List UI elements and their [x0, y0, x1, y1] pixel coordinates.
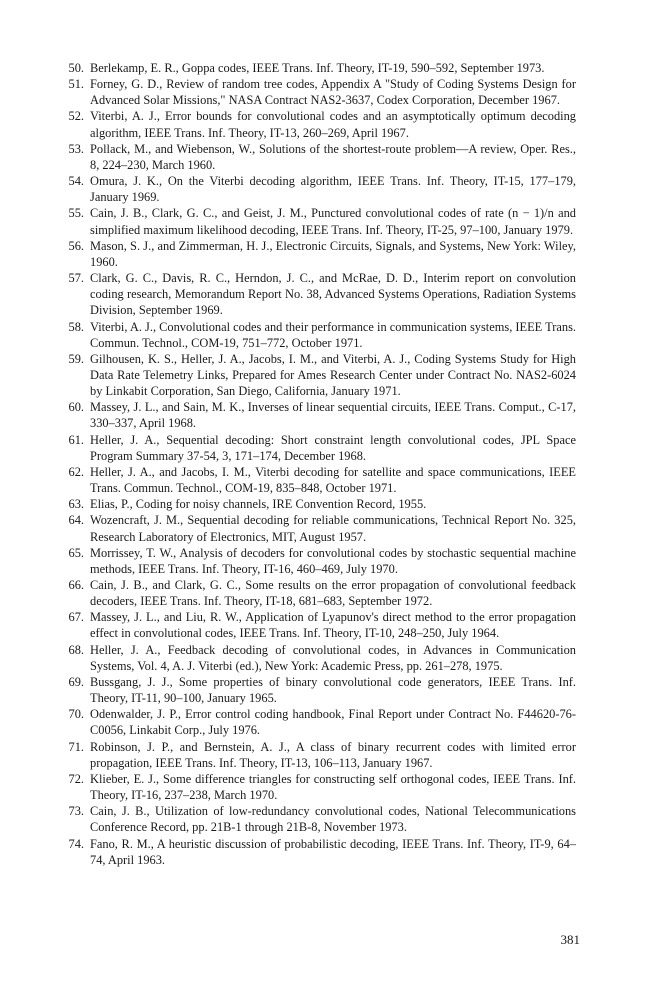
reference-item — [60, 674, 576, 706]
reference-item — [60, 205, 576, 237]
reference-number: 62. — [68, 464, 84, 479]
reference-text: Wozencraft, J. M., Sequential decoding for reliable communications, Technical Report No. 325, Research Laboratory of Electronics, MIT, August 1957. — [90, 513, 576, 544]
reference-text: Mason, S. J., and Zimmerman, H. J., Electronic Circuits, Signals, and Systems, New York: Wiley, 1960. — [90, 238, 576, 269]
reference-number: 71. — [68, 739, 84, 754]
reference-number: 67. — [68, 610, 84, 625]
reference-text: Klieber, E. J., Some difference triangles for constructing self orthogonal codes, IEEE Trans. Inf. Theory, IT-16, 237–238, March 1970. — [90, 771, 576, 803]
reference-number: 51. — [68, 77, 84, 92]
reference-number: 61. — [68, 432, 84, 447]
reference-number: 66. — [68, 578, 84, 592]
reference-item — [60, 432, 576, 464]
reference-number: 59. — [68, 351, 84, 366]
reference-item — [60, 399, 576, 431]
reference-text: Clark, G. C., Davis, R. C., Herndon, J. C., and McRae, D. D., Interim report on convolution coding research, Memorandum Report No. 38, Advanced Systems Operations, Radiation Systems Division, September 1969. — [90, 271, 576, 318]
reference-item — [60, 319, 576, 351]
reference-text: Viterbi, A. J., Error bounds for convolutional codes and an asymptotically optimum decoding algorithm, IEEE Trans. Inf. Theory, IT-13, 260–269, April 1967. — [90, 109, 576, 140]
reference-item — [60, 642, 576, 674]
reference-item — [60, 60, 576, 76]
reference-number: 50. — [68, 61, 84, 75]
reference-number: 54. — [68, 174, 84, 189]
reference-number: 69. — [68, 674, 84, 689]
reference-text: Odenwalder, J. P., Error control coding handbook, Final Report under Contract No. F44620-76-C0056, Linkabit Corp., July 1976. — [90, 707, 576, 738]
reference-number: 72. — [68, 771, 84, 786]
reference-item — [60, 739, 576, 771]
reference-text: Massey, J. L., and Liu, R. W., Application of Lyapunov's direct method to the error propagation effect in convolutional codes, IEEE Trans. Inf. Theory, IT-10, 248–250, July 1964. — [90, 610, 576, 641]
reference-number: 65. — [68, 545, 84, 560]
reference-item — [60, 545, 576, 577]
reference-number: 74. — [68, 836, 84, 851]
reference-text: Cain, J. B., and Clark, G. C., Some results on the error propagation of convolutional feedback decoders, IEEE Trans. Inf. Theory, IT-18, 681–683, September 1972. — [90, 578, 576, 609]
reference-text: Elias, P., Coding for noisy channels, IRE Convention Record, 1955. — [90, 497, 427, 512]
reference-item — [60, 141, 576, 173]
reference-item — [60, 496, 576, 512]
reference-item — [60, 836, 576, 868]
reference-text: Omura, J. K., On the Viterbi decoding algorithm, IEEE Trans. Inf. Theory, IT-15, 177–179, January 1969. — [90, 174, 576, 205]
reference-text: Fano, R. M., A heuristic discussion of probabilistic decoding, IEEE Trans. Inf. Theory, IT-9, 64–74, April 1963. — [90, 836, 576, 867]
reference-text: Heller, J. A., Feedback decoding of convolutional codes, in Advances in Communication Systems, Vol. 4, A. J. Viterbi (ed.), New York: Academic Press, pp. 261–278, 1975. — [90, 642, 576, 673]
reference-number: 53. — [68, 141, 84, 156]
reference-number: 52. — [68, 109, 84, 124]
reference-item — [60, 706, 576, 738]
page-number: 381 — [560, 932, 580, 947]
reference-number: 58. — [68, 319, 84, 334]
reference-number: 68. — [68, 642, 84, 657]
reference-number: 57. — [68, 271, 84, 286]
reference-text: Gilhousen, K. S., Heller, J. A., Jacobs, I. M., and Viterbi, A. J., Coding Systems Study for High Data Rate Telemetry Links, Prepared for Ames Research Center under Contract No. NAS2-6024 by Linkabit Corporation, San Diego, California, January 1971. — [90, 351, 576, 399]
reference-item — [60, 108, 576, 140]
reference-text: Morrissey, T. W., Analysis of decoders for convolutional codes by stochastic sequential machine methods, IEEE Trans. Inf. Theory, IT-16, 460–469, July 1970. — [90, 545, 576, 576]
reference-text: Cain, J. B., Utilization of low-redundancy convolutional codes, National Telecommunications Conference Record, pp. 21B-1 through 21B-8, November 1973. — [90, 804, 576, 835]
reference-text: Pollack, M., and Wiebenson, W., Solutions of the shortest-route problem—A review, Oper. Res., 8, 224–230, March 1960. — [90, 141, 576, 172]
reference-item — [60, 76, 576, 108]
reference-item — [60, 577, 576, 609]
reference-number: 64. — [68, 513, 84, 528]
reference-item — [60, 351, 576, 399]
reference-item — [60, 270, 576, 318]
reference-text: Massey, J. L., and Sain, M. K., Inverses of linear sequential circuits, IEEE Trans. Comput., C-17, 330–337, April 1968. — [90, 400, 576, 431]
reference-item — [60, 238, 576, 270]
reference-text: Heller, J. A., and Jacobs, I. M., Viterbi decoding for satellite and space communications, IEEE Trans. Commun. Technol., COM-19, 835–848, October 1971. — [90, 464, 576, 496]
reference-list — [60, 60, 576, 868]
reference-text: Heller, J. A., Sequential decoding: Short constraint length convolutional codes, JPL Space Program Summary 37-54, 3, 171–174, December 1968. — [90, 432, 576, 463]
reference-number: 63. — [68, 497, 84, 512]
reference-number: 70. — [68, 707, 84, 722]
reference-item — [60, 512, 576, 544]
reference-item — [60, 173, 576, 205]
reference-item — [60, 803, 576, 835]
reference-item — [60, 771, 576, 803]
reference-item — [60, 609, 576, 641]
reference-text: Berlekamp, E. R., Goppa codes, IEEE Trans. Inf. Theory, IT-19, 590–592, September 1973. — [90, 61, 545, 75]
reference-item — [60, 464, 576, 496]
reference-text: Cain, J. B., Clark, G. C., and Geist, J. M., Punctured convolutional codes of rate (n − 1)/n and simplified maximum likelihood decoding, IEEE Trans. Inf. Theory, IT-25, 97–100, January 1979. — [90, 206, 576, 237]
reference-text: Forney, G. D., Review of random tree codes, Appendix A "Study of Coding Systems Design for Advanced Solar Missions," NASA Contract NAS2-3637, Codex Corporation, December 1967. — [90, 77, 576, 108]
reference-text: Robinson, J. P., and Bernstein, A. J., A class of binary recurrent codes with limited error propagation, IEEE Trans. Inf. Theory, IT-13, 106–113, January 1967. — [90, 739, 576, 770]
reference-number: 60. — [68, 400, 84, 415]
reference-number: 73. — [68, 804, 84, 819]
reference-number: 56. — [68, 238, 84, 253]
reference-text: Viterbi, A. J., Convolutional codes and their performance in communication systems, IEEE Trans. Commun. Technol., COM-19, 751–772, October 1971. — [90, 319, 576, 350]
reference-number: 55. — [68, 206, 84, 221]
reference-text: Bussgang, J. J., Some properties of binary convolutional code generators, IEEE Trans. Inf. Theory, IT-11, 90–100, January 1965. — [90, 674, 576, 706]
